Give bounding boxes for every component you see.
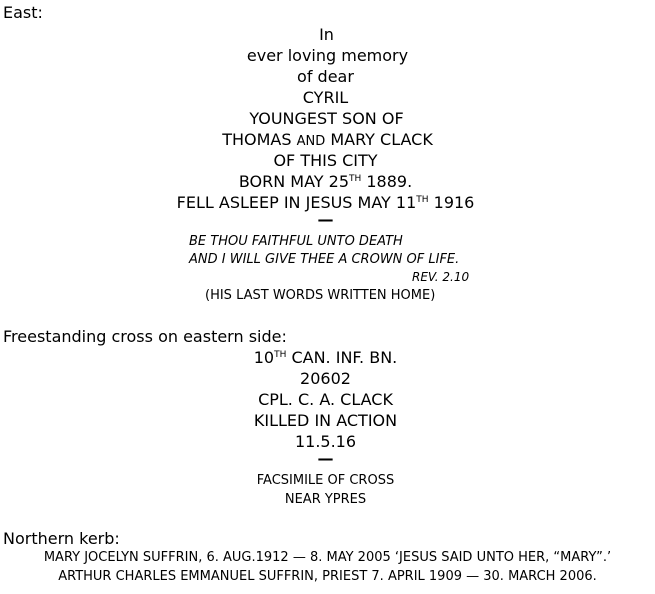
inscription-memory: ever loving memory — [246, 46, 409, 65]
inscription-dash: — — [317, 210, 334, 229]
inscription-born: BORN MAY 25TH 1889. — [238, 172, 413, 191]
inscription-dear: of dear — [297, 67, 354, 86]
cross-killed: KILLED IN ACTION — [253, 411, 398, 430]
inscription-name: CYRIL — [302, 88, 349, 107]
facsimile-line-1: FACSIMILE OF CROSS — [256, 473, 395, 488]
inscription-parents — [0, 130, 655, 149]
inscription-in: In — [319, 25, 334, 44]
inscription-fell-asleep: FELL ASLEEP IN JESUS MAY 11TH 1916 — [176, 193, 475, 212]
verse-reference: REV. 2.10 — [412, 270, 470, 284]
cross-date: 11.5.16 — [294, 432, 357, 451]
parents-mother: MARY CLACK — [330, 130, 433, 149]
cross-name: CPL. C. A. CLACK — [258, 390, 393, 409]
kerb-heading: Northern kerb: — [3, 529, 120, 548]
cross-heading: Freestanding cross on eastern side: — [3, 327, 287, 346]
fell-superscript: TH — [416, 195, 429, 205]
verse-line-1: BE THOU FAITHFUL UNTO DEATH — [189, 234, 403, 249]
facsimile-line-2: NEAR YPRES — [284, 492, 367, 507]
east-heading: East: — [3, 3, 43, 22]
verse-line-2: AND I WILL GIVE THEE A CROWN OF LIFE. — [189, 252, 460, 267]
inscription-note: (HIS LAST WORDS WRITTEN HOME) — [205, 288, 436, 303]
cross-number: 20602 — [300, 369, 351, 388]
cross-dash: — — [317, 449, 334, 468]
cross-unit: 10TH CAN. INF. BN. — [253, 348, 398, 367]
kerb-line-1: MARY JOCELYN SUFFRIN, 6. AUG.1912 — 8. MAY 2005 ‘JESUS SAID UNTO HER, “MARY”.’ — [43, 550, 612, 565]
kerb-line-2: ARTHUR CHARLES EMMANUEL SUFFRIN, PRIEST 7. APRIL 1909 — 30. MARCH 2006. — [58, 569, 597, 584]
unit-superscript: TH — [274, 350, 287, 360]
inscription-city: OF THIS CITY — [273, 151, 378, 170]
parents-and: AND — [296, 134, 326, 149]
inscription-son: YOUNGEST SON OF — [249, 109, 404, 128]
born-superscript: TH — [349, 174, 362, 184]
parents-father: THOMAS — [222, 130, 292, 149]
